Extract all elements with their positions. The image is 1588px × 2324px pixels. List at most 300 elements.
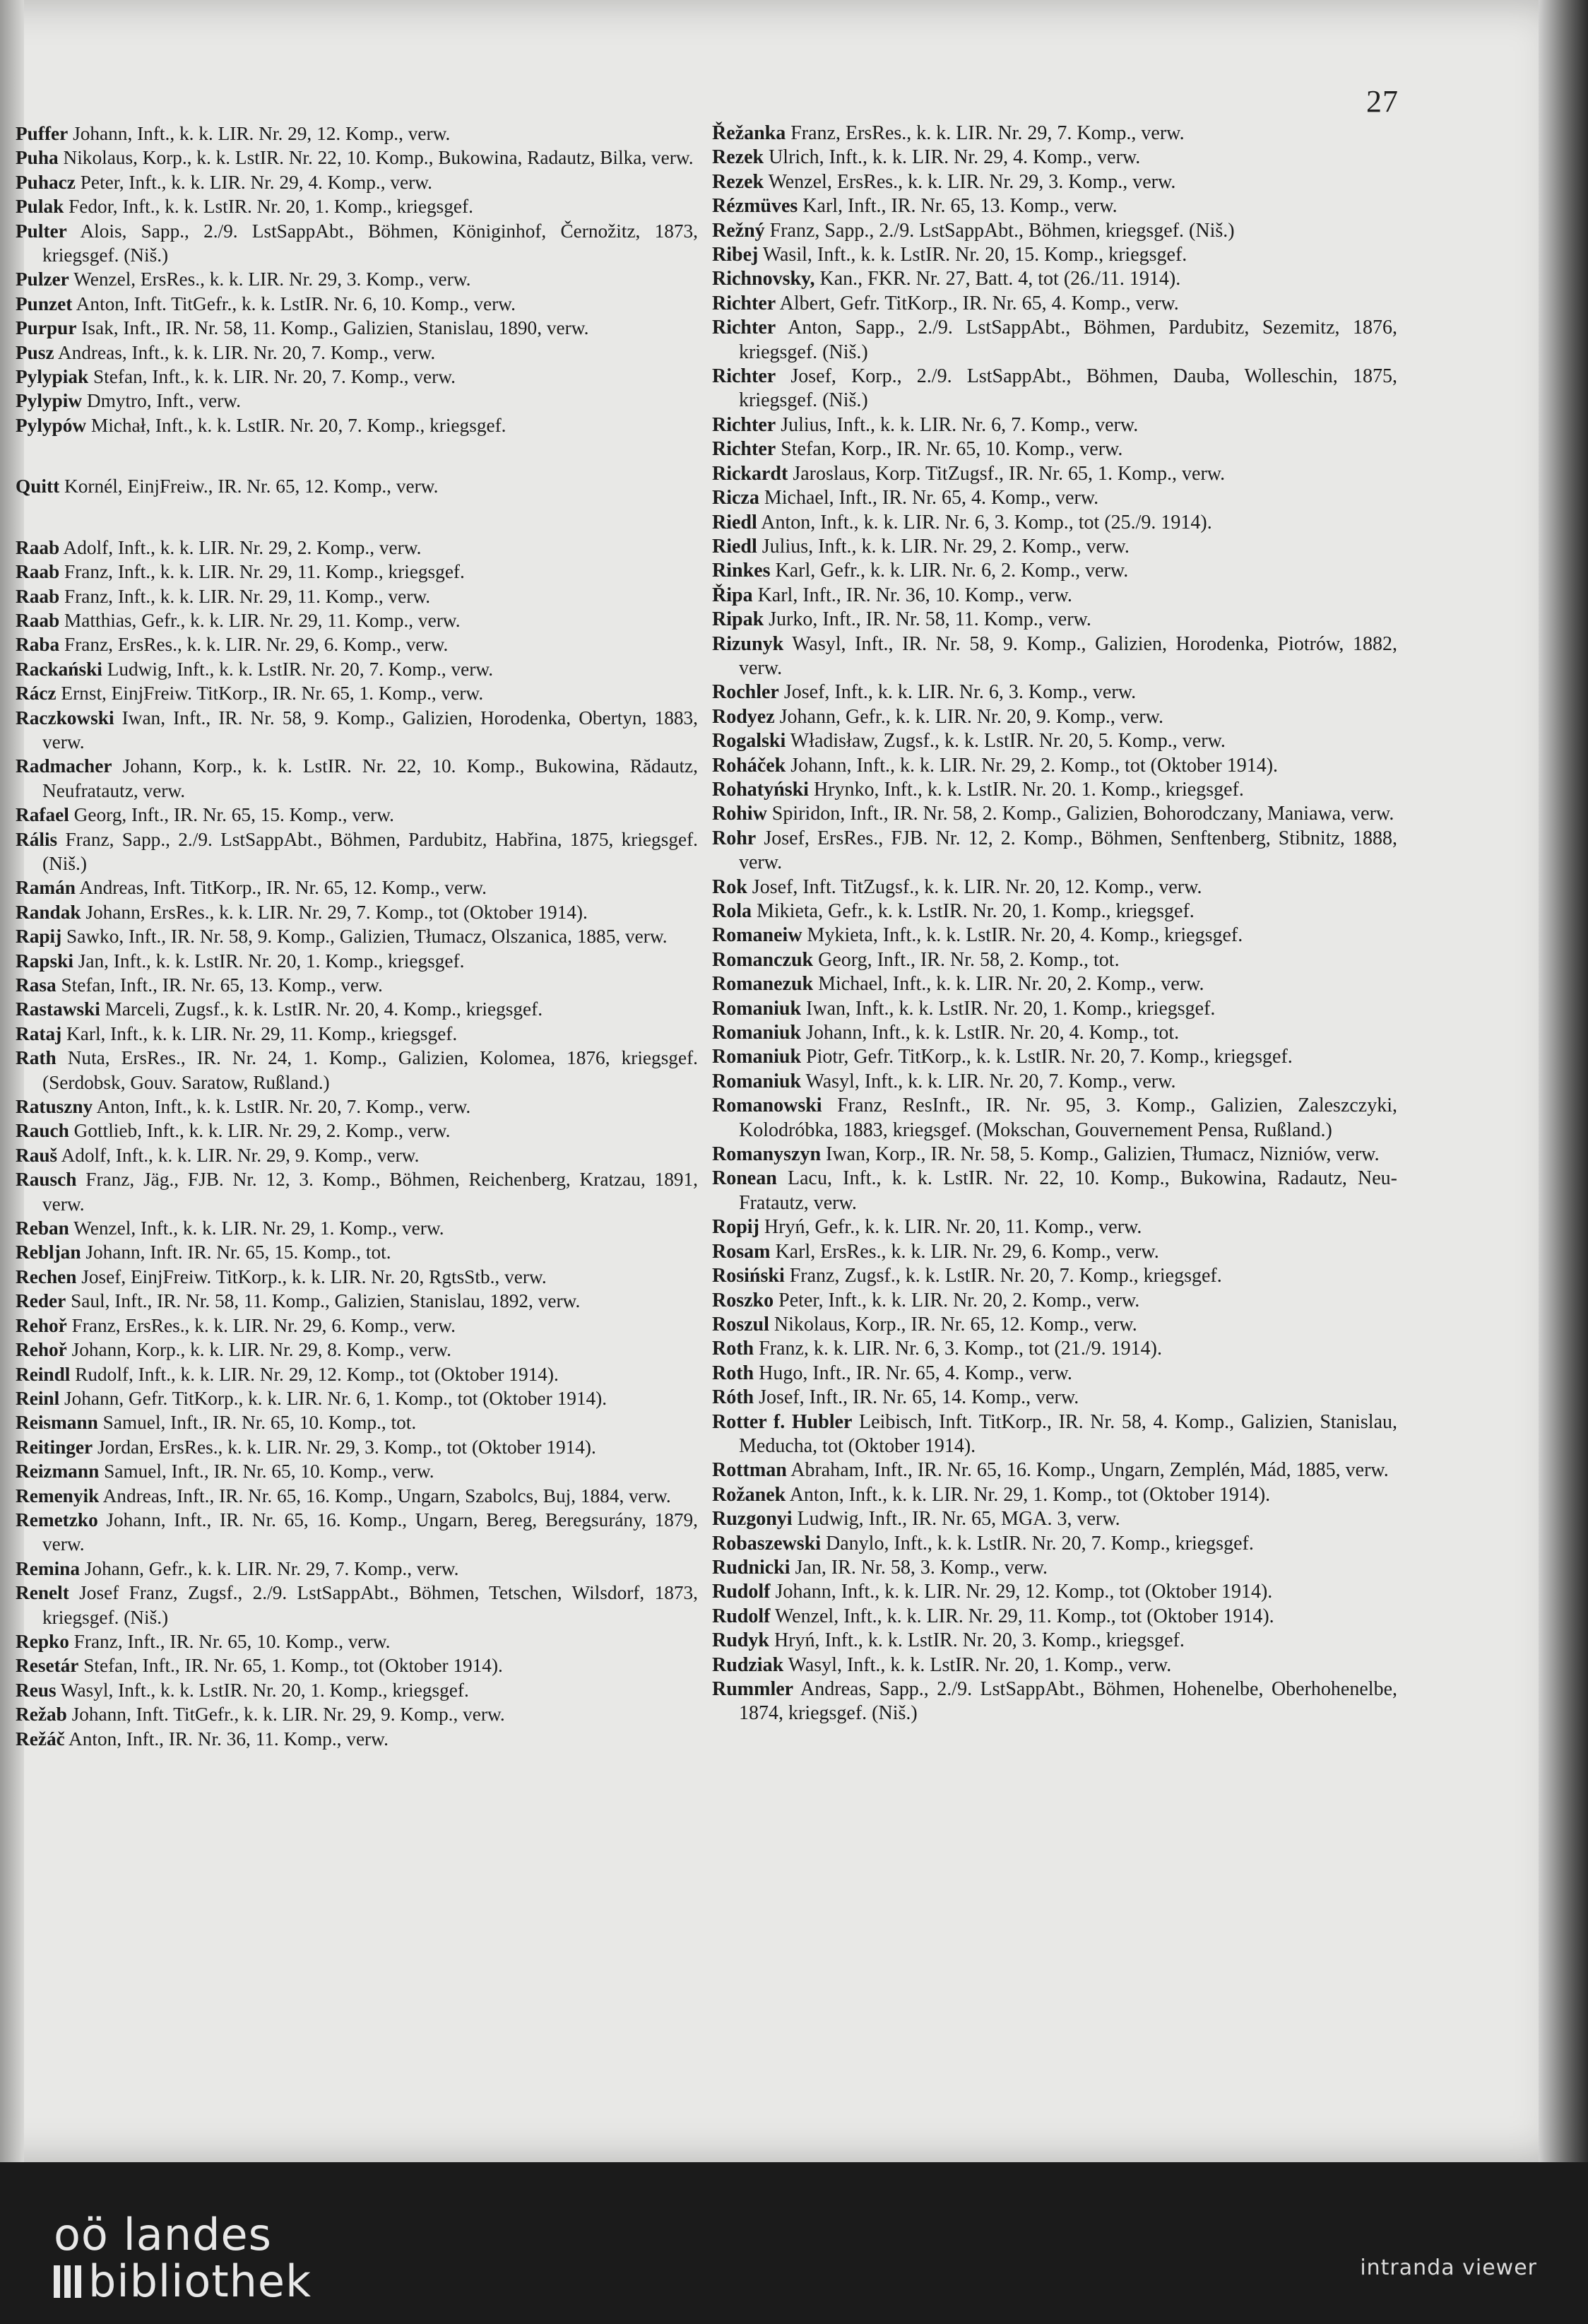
entry-surname: Rok bbox=[712, 875, 747, 898]
register-entry bbox=[16, 267, 698, 291]
entry-details: Josef, Inft. TitZugsf., k. k. LIR. Nr. 20, 12. Komp., verw. bbox=[747, 875, 1202, 898]
register-entry bbox=[16, 803, 698, 827]
entry-surname: Roháček bbox=[712, 754, 786, 777]
entry-surname: Rola bbox=[712, 900, 752, 922]
entry-details: Adolf, Inft., k. k. LIR. Nr. 29, 9. Komp., verw. bbox=[57, 1144, 420, 1166]
entry-details: Johann, Inft., k. k. LIR. Nr. 29, 12. Komp., verw. bbox=[68, 123, 451, 144]
entry-details: Johann, Korp., k. k. LIR. Nr. 29, 8. Komp., verw. bbox=[66, 1339, 451, 1361]
entry-details: Josef, Korp., 2./9. LstSappAbt., Böhmen, Dauba, Wolleschin, 1875, kriegsgef. (Niš.) bbox=[739, 365, 1397, 412]
entry-details: Andreas, Sapp., 2./9. LstSappAbt., Böhmen, Hohenelbe, Oberhohenelbe, 1874, kriegsgef. (Niš.) bbox=[739, 1678, 1397, 1725]
register-entry bbox=[712, 632, 1397, 681]
register-entry bbox=[16, 1022, 698, 1046]
register-entry bbox=[16, 1702, 698, 1726]
register-entry bbox=[16, 219, 698, 268]
entry-details: Michael, Inft., IR. Nr. 65, 4. Komp., verw. bbox=[759, 487, 1099, 509]
entry-details: Adolf, Inft., k. k. LIR. Nr. 29, 2. Komp., verw. bbox=[59, 536, 422, 558]
entry-surname: Richnovsky, bbox=[712, 268, 815, 290]
entry-details: Johann, Inft., k. k. LIR. Nr. 29, 12. Komp., tot (Oktober 1914). bbox=[770, 1581, 1273, 1603]
register-entry bbox=[16, 1410, 698, 1434]
entry-surname: Rudolf bbox=[712, 1605, 771, 1627]
entry-details: Albert, Gefr. TitKorp., IR. Nr. 65, 4. Komp., verw. bbox=[776, 292, 1179, 314]
entry-details: Wasil, Inft., k. k. LstIR. Nr. 20, 15. Komp., kriegsgef. bbox=[758, 244, 1187, 266]
entry-surname: Reitinger bbox=[16, 1436, 93, 1458]
register-entry bbox=[712, 1362, 1397, 1386]
entry-details: Johann, Gefr., k. k. LIR. Nr. 29, 7. Komp., verw. bbox=[79, 1557, 459, 1579]
entry-details: Johann, Inft., k. k. LIR. Nr. 29, 2. Komp., tot (Oktober 1914). bbox=[786, 754, 1279, 777]
entry-surname: Richter bbox=[712, 365, 776, 388]
entry-details: Franz, ErsRes., k. k. LIR. Nr. 29, 7. Komp., verw. bbox=[786, 122, 1185, 144]
register-entry bbox=[712, 1045, 1397, 1069]
entry-surname: Reindl bbox=[16, 1363, 71, 1385]
entry-surname: Róth bbox=[712, 1386, 754, 1409]
register-entry bbox=[712, 1021, 1397, 1045]
entry-details: Saul, Inft., IR. Nr. 58, 11. Komp., Galizien, Stanislau, 1892, verw. bbox=[66, 1290, 581, 1312]
register-entry bbox=[712, 1653, 1397, 1677]
entry-details: Jordan, ErsRes., k. k. LIR. Nr. 29, 3. Komp., tot (Oktober 1914). bbox=[93, 1436, 596, 1458]
entry-surname: Rudolf bbox=[712, 1581, 771, 1603]
register-entry bbox=[16, 827, 698, 876]
entry-surname: Rausch bbox=[16, 1169, 77, 1191]
entry-details: Johann, Inft., k. k. LstIR. Nr. 20, 4. Komp., tot. bbox=[801, 1022, 1180, 1044]
entry-details: Ernst, EinjFreiw. TitKorp., IR. Nr. 65, 1. Komp., verw. bbox=[56, 683, 484, 704]
entry-details: Alois, Sapp., 2./9. LstSappAbt., Böhmen, Königinhof, Černožitz, 1873, kriegsgef. (Niš.) bbox=[42, 220, 698, 266]
register-entry bbox=[16, 997, 698, 1021]
register-entry bbox=[712, 292, 1397, 316]
entry-surname: Rezek bbox=[712, 170, 764, 193]
register-entry bbox=[712, 1240, 1397, 1264]
register-entry bbox=[712, 1070, 1397, 1094]
entry-details: Jan, Inft., k. k. LstIR. Nr. 20, 1. Komp., kriegsgef. bbox=[73, 950, 465, 972]
page-number: 27 bbox=[1366, 84, 1399, 119]
register-entry bbox=[16, 949, 698, 973]
register-entry bbox=[712, 1580, 1397, 1604]
entry-details: Andreas, Inft., IR. Nr. 65, 16. Komp., Ungarn, Szabolcs, Buj, 1884, verw. bbox=[99, 1485, 671, 1506]
entry-surname: Rizunyk bbox=[712, 632, 784, 655]
entry-details: Wasyl, Inft., k. k. LIR. Nr. 20, 7. Komp., verw. bbox=[801, 1070, 1176, 1092]
register-entry bbox=[712, 122, 1397, 146]
register-entry bbox=[712, 413, 1397, 437]
entry-details: Mikieta, Gefr., k. k. LstIR. Nr. 20, 1. Komp., kriegsgef. bbox=[752, 900, 1195, 922]
register-entry bbox=[16, 365, 698, 389]
entry-details: Jurko, Inft., IR. Nr. 58, 11. Komp., verw. bbox=[764, 608, 1091, 631]
entry-details: Johann, Inft. IR. Nr. 65, 15. Komp., tot. bbox=[81, 1241, 391, 1263]
viewer-footer bbox=[0, 2162, 1588, 2324]
entry-surname: Reismann bbox=[16, 1412, 98, 1434]
register-entry bbox=[712, 899, 1397, 924]
entry-details: Johann, Korp., k. k. LstIR. Nr. 22, 10. Komp., Bukowina, Rădautz, Neufratautz, verw. bbox=[42, 755, 698, 801]
entry-details: Nikolaus, Korp., k. k. LstIR. Nr. 22, 10. Komp., Bukowina, Radautz, Bilka, verw. bbox=[58, 147, 694, 169]
entry-surname: Pusz bbox=[16, 341, 54, 363]
register-entry bbox=[712, 875, 1397, 899]
register-entry bbox=[16, 341, 698, 365]
register-entry bbox=[16, 1727, 698, 1751]
entry-surname: Renelt bbox=[16, 1582, 69, 1604]
register-entry bbox=[16, 1581, 698, 1629]
entry-surname: Ramán bbox=[16, 877, 76, 899]
entry-surname: Richter bbox=[712, 317, 776, 339]
entry-surname: Ratuszny bbox=[16, 1096, 93, 1118]
register-entry bbox=[712, 1264, 1397, 1288]
entry-surname: Roszko bbox=[712, 1289, 774, 1311]
register-entry bbox=[712, 267, 1397, 291]
entry-surname: Riedl bbox=[712, 535, 757, 558]
register-entry bbox=[712, 1337, 1397, 1361]
entry-details: Franz, Inft., k. k. LIR. Nr. 29, 11. Komp., kriegsgef. bbox=[59, 561, 465, 583]
entry-details: Iwan, Inft., k. k. LstIR. Nr. 20, 1. Komp., kriegsgef. bbox=[801, 997, 1216, 1020]
entry-details: Franz, Inft., IR. Nr. 65, 10. Komp., verw. bbox=[69, 1630, 391, 1652]
entry-surname: Rapski bbox=[16, 950, 73, 972]
register-entry bbox=[712, 486, 1397, 510]
entry-details: Stefan, Inft., IR. Nr. 65, 13. Komp., verw. bbox=[56, 974, 383, 996]
entry-details: Andreas, Inft., k. k. LIR. Nr. 20, 7. Komp., verw. bbox=[54, 341, 436, 363]
entry-surname: Rotter f. Hubler bbox=[712, 1410, 853, 1433]
entry-details: Marceli, Zugsf., k. k. LstIR. Nr. 20, 4. Komp., kriegsgef. bbox=[100, 998, 543, 1020]
entry-surname: Ripak bbox=[712, 608, 764, 631]
entry-surname: Rehoř bbox=[16, 1339, 67, 1361]
register-entry bbox=[16, 1459, 698, 1483]
entry-details: Karl, Gefr., k. k. LIR. Nr. 6, 2. Komp., verw. bbox=[770, 560, 1129, 582]
entry-surname: Puffer bbox=[16, 123, 69, 144]
entry-details: Franz, ErsRes., k. k. LIR. Nr. 29, 6. Komp., verw. bbox=[66, 1314, 456, 1336]
entry-surname: Reizmann bbox=[16, 1461, 100, 1482]
entry-details: Leibisch, Inft. TitKorp., IR. Nr. 58, 4. Komp., Galizien, Stanislau, Meducha, tot (Oktober 1914). bbox=[739, 1410, 1397, 1457]
entry-surname: Roth bbox=[712, 1362, 754, 1384]
entry-details: Julius, Inft., k. k. LIR. Nr. 29, 2. Komp., verw. bbox=[757, 535, 1130, 558]
entry-surname: Roszul bbox=[712, 1313, 769, 1335]
entry-surname: Ribej bbox=[712, 244, 759, 266]
register-entry bbox=[712, 1677, 1397, 1726]
entry-details: Rudolf, Inft., k. k. LIR. Nr. 29, 12. Komp., tot (Oktober 1914). bbox=[70, 1363, 559, 1385]
register-entry bbox=[16, 1095, 698, 1119]
register-entry bbox=[712, 146, 1397, 170]
entry-surname: Puha bbox=[16, 147, 59, 169]
entry-details: Stefan, Korp., IR. Nr. 65, 10. Komp., verw. bbox=[776, 438, 1123, 461]
entry-surname: Richter bbox=[712, 413, 776, 436]
entry-surname: Romanyszyn bbox=[712, 1143, 822, 1166]
entry-details: Johann, Inft. TitGefr., k. k. LIR. Nr. 29, 9. Komp., verw. bbox=[66, 1704, 505, 1726]
entry-surname: Reban bbox=[16, 1217, 69, 1239]
entry-details: Hrynko, Inft., k. k. LstIR. Nr. 20. 1. Komp., kriegsgef. bbox=[808, 778, 1244, 801]
entry-surname: Romaniuk bbox=[712, 997, 802, 1020]
register-entry bbox=[16, 681, 698, 705]
register-entry bbox=[16, 1216, 698, 1240]
entry-details: Lacu, Inft., k. k. LstIR. Nr. 22, 10. Komp., Bukowina, Radautz, Neu-Fratautz, verw. bbox=[739, 1167, 1397, 1214]
section-gap bbox=[16, 437, 698, 474]
entry-surname: Remina bbox=[16, 1557, 80, 1579]
register-entry bbox=[712, 802, 1397, 826]
left-column bbox=[16, 122, 698, 1751]
register-entry bbox=[16, 1289, 698, 1313]
entry-details: Wenzel, Inft., k. k. LIR. Nr. 29, 11. Komp., tot (Oktober 1914). bbox=[770, 1605, 1274, 1627]
entry-surname: Resetár bbox=[16, 1655, 79, 1677]
register-entry bbox=[16, 1508, 698, 1557]
entry-surname: Romanczuk bbox=[712, 948, 814, 971]
register-entry bbox=[16, 474, 698, 498]
entry-surname: Rauš bbox=[16, 1144, 58, 1166]
logo-text-line1: oö landes bbox=[54, 2209, 272, 2260]
entry-details: Mykieta, Inft., k. k. LstIR. Nr. 20, 4. Komp., kriegsgef. bbox=[802, 924, 1243, 947]
register-entry bbox=[712, 219, 1397, 243]
register-entry bbox=[712, 705, 1397, 729]
entry-surname: Romaniuk bbox=[712, 1046, 802, 1068]
entry-surname: Rogalski bbox=[712, 730, 786, 753]
entry-details: Sawko, Inft., IR. Nr. 58, 9. Komp., Galizien, Tłumacz, Olszanica, 1885, verw. bbox=[61, 926, 668, 948]
entry-surname: Rinkes bbox=[712, 560, 771, 582]
entry-surname: Punzet bbox=[16, 293, 73, 314]
register-entry bbox=[16, 973, 698, 997]
register-entry bbox=[712, 1483, 1397, 1507]
register-entry bbox=[712, 365, 1397, 413]
entry-surname: Raab bbox=[16, 536, 60, 558]
entry-details: Kornél, EinjFreiw., IR. Nr. 65, 12. Komp., verw. bbox=[59, 476, 439, 497]
entry-details: Anton, Inft., k. k. LstIR. Nr. 20, 7. Komp., verw. bbox=[93, 1096, 471, 1118]
register-entry bbox=[16, 146, 698, 170]
register-entry bbox=[16, 1653, 698, 1677]
entry-surname: Rafael bbox=[16, 804, 69, 826]
entry-surname: Raczkowski bbox=[16, 707, 114, 729]
entry-surname: Purpur bbox=[16, 317, 77, 339]
entry-details: Nikolaus, Korp., IR. Nr. 65, 12. Komp., verw. bbox=[769, 1313, 1137, 1335]
entry-details: Dmytro, Inft., verw. bbox=[82, 390, 241, 412]
register-entry bbox=[712, 1629, 1397, 1653]
entry-details: Anton, Inft. TitGefr., k. k. LstIR. Nr. 6, 10. Komp., verw. bbox=[72, 293, 516, 314]
entry-details: Wenzel, ErsRes., k. k. LIR. Nr. 29, 3. Komp., verw. bbox=[69, 269, 471, 290]
register-entry bbox=[712, 1507, 1397, 1531]
register-entry bbox=[712, 1386, 1397, 1410]
entry-details: Georg, Inft., IR. Nr. 65, 15. Komp., verw. bbox=[69, 804, 395, 826]
entry-surname: Režab bbox=[16, 1704, 67, 1726]
register-entry bbox=[16, 292, 698, 316]
register-entry bbox=[712, 1094, 1397, 1143]
entry-details: Johann, Inft., IR. Nr. 65, 16. Komp., Ungarn, Bereg, Beregsurány, 1879, verw. bbox=[42, 1509, 698, 1555]
entry-surname: Režáč bbox=[16, 1728, 65, 1750]
entry-details: Franz, Sapp., 2./9. LstSappAbt., Böhmen, Pardubitz, Habřina, 1875, kriegsgef. (Niš.) bbox=[42, 828, 698, 874]
entry-details: Johann, Gefr. TitKorp., k. k. LIR. Nr. 6, 1. Komp., tot (Oktober 1914). bbox=[59, 1387, 608, 1409]
register-entry bbox=[712, 535, 1397, 559]
entry-details: Josef, Inft., IR. Nr. 65, 14. Komp., verw. bbox=[754, 1386, 1079, 1409]
register-entry bbox=[712, 170, 1397, 194]
register-entry bbox=[712, 243, 1397, 267]
register-entry bbox=[16, 1386, 698, 1410]
entry-surname: Rickardt bbox=[712, 462, 788, 485]
register-entry bbox=[16, 706, 698, 755]
entry-details: Anton, Inft., IR. Nr. 36, 11. Komp., verw. bbox=[64, 1728, 389, 1750]
entry-surname: Rodyez bbox=[712, 705, 775, 728]
right-column bbox=[712, 122, 1397, 1726]
register-entry bbox=[712, 1167, 1397, 1215]
entry-details: Ulrich, Inft., k. k. LIR. Nr. 29, 4. Komp., verw. bbox=[764, 146, 1141, 169]
entry-details: Franz, ResInft., IR. Nr. 95, 3. Komp., Galizien, Zaleszczyki, Kolodróbka, 1883, kriegsgef. (Mokschan, Gouvernement Pensa, Rußland.) bbox=[739, 1095, 1397, 1141]
entry-details: Kan., FKR. Nr. 27, Batt. 4, tot (26./11. 1914). bbox=[814, 268, 1181, 290]
register-entry bbox=[712, 584, 1397, 608]
entry-details: Josef, EinjFreiw. TitKorp., k. k. LIR. Nr. 20, RgtsStb., verw. bbox=[76, 1266, 547, 1287]
entry-details: Franz, Inft., k. k. LIR. Nr. 29, 11. Komp., verw. bbox=[59, 585, 431, 607]
entry-surname: Radmacher bbox=[16, 755, 112, 777]
register-entry bbox=[712, 1410, 1397, 1459]
entry-details: Johann, ErsRes., k. k. LIR. Nr. 29, 7. Komp., tot (Oktober 1914). bbox=[81, 901, 588, 923]
register-entry bbox=[16, 1557, 698, 1581]
entry-surname: Rohr bbox=[712, 827, 757, 849]
entry-details: Julius, Inft., k. k. LIR. Nr. 6, 7. Komp., verw. bbox=[776, 413, 1139, 436]
entry-surname: Rudyk bbox=[712, 1629, 769, 1652]
entry-surname: Ropij bbox=[712, 1216, 759, 1239]
entry-surname: Riedl bbox=[712, 511, 757, 533]
entry-surname: Reder bbox=[16, 1290, 66, 1312]
entry-surname: Pylypów bbox=[16, 414, 87, 436]
entry-details: Anton, Inft., k. k. LIR. Nr. 29, 1. Komp., tot (Oktober 1914). bbox=[786, 1483, 1271, 1506]
register-entry bbox=[712, 948, 1397, 972]
entry-details: Samuel, Inft., IR. Nr. 65, 10. Komp., tot. bbox=[97, 1412, 417, 1434]
entry-surname: Reinl bbox=[16, 1387, 60, 1409]
entry-surname: Pylypiak bbox=[16, 366, 89, 388]
entry-surname: Rézmüves bbox=[712, 195, 798, 218]
entry-surname: Rudziak bbox=[712, 1653, 784, 1676]
entry-surname: Pylypiw bbox=[16, 390, 83, 412]
register-entry bbox=[712, 1458, 1397, 1482]
register-entry bbox=[16, 875, 698, 899]
entry-surname: Raab bbox=[16, 561, 60, 583]
entry-details: Stefan, Inft., k. k. LIR. Nr. 20, 7. Komp., verw. bbox=[88, 366, 456, 388]
register-entry bbox=[16, 1119, 698, 1143]
entry-surname: Rehoř bbox=[16, 1314, 67, 1336]
viewer-label[interactable]: intranda viewer bbox=[1360, 2255, 1537, 2280]
register-entry bbox=[712, 1289, 1397, 1313]
entry-surname: Rechen bbox=[16, 1266, 77, 1287]
entry-details: Wasyl, Inft., k. k. LstIR. Nr. 20, 1. Komp., verw. bbox=[783, 1653, 1172, 1676]
entry-surname: Raab bbox=[16, 585, 60, 607]
register-entry bbox=[16, 194, 698, 218]
entry-surname: Rális bbox=[16, 828, 58, 850]
entry-surname: Rudnicki bbox=[712, 1556, 790, 1579]
register-entry bbox=[712, 827, 1397, 875]
entry-surname: Rummler bbox=[712, 1678, 794, 1700]
entry-details: Władisław, Zugsf., k. k. LstIR. Nr. 20, 5. Komp., verw. bbox=[786, 730, 1226, 753]
register-entry bbox=[16, 1046, 698, 1095]
entry-surname: Ricza bbox=[712, 487, 759, 509]
entry-details: Hugo, Inft., IR. Nr. 65, 4. Komp., verw. bbox=[754, 1362, 1072, 1384]
entry-surname: Pulzer bbox=[16, 269, 69, 290]
entry-details: Wenzel, Inft., k. k. LIR. Nr. 29, 1. Komp., verw. bbox=[69, 1217, 444, 1239]
register-entry bbox=[16, 1629, 698, 1653]
register-entry bbox=[16, 1362, 698, 1386]
register-entry bbox=[16, 924, 698, 948]
register-entry bbox=[16, 1678, 698, 1702]
register-entry bbox=[712, 608, 1397, 632]
logo-text-line2: bibliothek bbox=[88, 2255, 312, 2307]
register-entry bbox=[712, 559, 1397, 583]
entry-details: Stefan, Inft., IR. Nr. 65, 1. Komp., tot (Oktober 1914). bbox=[78, 1655, 503, 1677]
entry-surname: Rosiński bbox=[712, 1265, 785, 1287]
entry-surname: Raba bbox=[16, 634, 60, 656]
register-entry bbox=[712, 1215, 1397, 1239]
entry-surname: Rohatyński bbox=[712, 778, 809, 801]
entry-surname: Rohiw bbox=[712, 803, 767, 825]
entry-surname: Ronean bbox=[712, 1167, 777, 1190]
entry-surname: Pulak bbox=[16, 196, 64, 218]
entry-details: Josef, Inft., k. k. LIR. Nr. 6, 3. Komp., verw. bbox=[778, 681, 1137, 704]
entry-details: Fedor, Inft., k. k. LstIR. Nr. 20, 1. Komp., kriegsgef. bbox=[64, 196, 473, 218]
entry-details: Franz, Jäg., FJB. Nr. 12, 3. Komp., Böhmen, Reichenberg, Kratzau, 1891, verw. bbox=[42, 1169, 698, 1215]
entry-surname: Rottman bbox=[712, 1459, 787, 1482]
entry-surname: Rezek bbox=[712, 146, 764, 169]
entry-surname: Ruzgonyi bbox=[712, 1508, 793, 1530]
entry-surname: Romaneiw bbox=[712, 924, 802, 947]
register-entry bbox=[16, 657, 698, 681]
entry-surname: Romanowski bbox=[712, 1095, 822, 1117]
entry-details: Wenzel, ErsRes., k. k. LIR. Nr. 29, 3. Komp., verw. bbox=[764, 170, 1176, 193]
entry-details: Piotr, Gefr. TitKorp., k. k. LstIR. Nr. 20, 7. Komp., kriegsgef. bbox=[801, 1046, 1293, 1068]
register-entry bbox=[16, 122, 698, 146]
entry-surname: Randak bbox=[16, 901, 81, 923]
entry-surname: Rácz bbox=[16, 683, 57, 704]
register-entry bbox=[16, 1484, 698, 1508]
register-entry bbox=[16, 560, 698, 584]
entry-surname: Rath bbox=[16, 1047, 57, 1069]
entry-details: Samuel, Inft., IR. Nr. 65, 10. Komp., verw. bbox=[99, 1461, 434, 1482]
entry-details: Peter, Inft., k. k. LIR. Nr. 29, 4. Komp., verw. bbox=[75, 171, 433, 193]
entry-details: Wasyl, Inft., IR. Nr. 58, 9. Komp., Galizien, Horodenka, Piotrów, 1882, verw. bbox=[739, 632, 1397, 679]
entry-details: Matthias, Gefr., k. k. LIR. Nr. 29, 11. Komp., verw. bbox=[59, 609, 461, 631]
entry-surname: Řipa bbox=[712, 584, 753, 606]
entry-surname: Repko bbox=[16, 1630, 69, 1652]
register-entry bbox=[16, 632, 698, 656]
entry-surname: Puhacz bbox=[16, 171, 76, 193]
register-entry bbox=[16, 316, 698, 340]
register-entry bbox=[16, 536, 698, 560]
entry-details: Iwan, Korp., IR. Nr. 58, 5. Komp., Galizien, Tłumacz, Nizniów, verw. bbox=[821, 1143, 1380, 1166]
library-logo[interactable] bbox=[54, 2209, 312, 2307]
entry-details: Ludwig, Inft., k. k. LstIR. Nr. 20, 7. Komp., verw. bbox=[102, 658, 494, 680]
register-entry bbox=[712, 997, 1397, 1021]
register-entry bbox=[16, 413, 698, 437]
entry-surname: Rebljan bbox=[16, 1241, 81, 1263]
entry-surname: Richter bbox=[712, 292, 776, 314]
entry-details: Josef, ErsRes., FJB. Nr. 12, 2. Komp., Böhmen, Senftenberg, Stibnitz, 1888, verw. bbox=[739, 827, 1397, 874]
entry-details: Abraham, Inft., IR. Nr. 65, 16. Komp., Ungarn, Zemplén, Mád, 1885, verw. bbox=[786, 1459, 1389, 1482]
entry-surname: Rosam bbox=[712, 1240, 771, 1263]
register-entry bbox=[712, 1605, 1397, 1629]
register-entry bbox=[16, 1143, 698, 1167]
register-entry bbox=[712, 972, 1397, 996]
entry-details: Georg, Inft., IR. Nr. 58, 2. Komp., tot. bbox=[813, 948, 1120, 971]
entry-details: Ludwig, Inft., IR. Nr. 65, MGA. 3, verw. bbox=[792, 1508, 1120, 1530]
entry-surname: Rasa bbox=[16, 974, 57, 996]
register-entry bbox=[16, 1435, 698, 1459]
register-entry bbox=[712, 462, 1397, 486]
entry-surname: Romaniuk bbox=[712, 1022, 802, 1044]
entry-details: Hryń, Gefr., k. k. LIR. Nr. 20, 11. Komp., verw. bbox=[759, 1216, 1142, 1239]
entry-details: Anton, Sapp., 2./9. LstSappAbt., Böhmen, Pardubitz, Sezemitz, 1876, kriegsgef. (Niš.) bbox=[739, 317, 1397, 363]
entry-surname: Rožanek bbox=[712, 1483, 786, 1506]
register-entry bbox=[16, 1167, 698, 1216]
register-entry bbox=[16, 608, 698, 632]
entry-surname: Romanezuk bbox=[712, 973, 814, 996]
entry-details: Johann, Gefr., k. k. LIR. Nr. 20, 9. Komp., verw. bbox=[774, 705, 1163, 728]
register-entry bbox=[16, 1265, 698, 1289]
register-entry bbox=[16, 584, 698, 608]
entry-details: Michael, Inft., k. k. LIR. Nr. 20, 2. Komp., verw. bbox=[813, 973, 1204, 996]
entry-surname: Roth bbox=[712, 1338, 754, 1360]
entry-details: Andreas, Inft. TitKorp., IR. Nr. 65, 12. Komp., verw. bbox=[75, 877, 487, 899]
entry-surname: Raab bbox=[16, 609, 60, 631]
entry-surname: Richter bbox=[712, 438, 776, 461]
entry-details: Karl, Inft., IR. Nr. 65, 13. Komp., verw. bbox=[798, 195, 1118, 218]
entry-details: Franz, Zugsf., k. k. LstIR. Nr. 20, 7. Komp., kriegsgef. bbox=[784, 1265, 1222, 1287]
entry-details: Jaroslaus, Korp. TitZugsf., IR. Nr. 65, 1. Komp., verw. bbox=[788, 462, 1226, 485]
entry-details: Danylo, Inft., k. k. LstIR. Nr. 20, 7. Komp., kriegsgef. bbox=[821, 1532, 1254, 1555]
entry-details: Wasyl, Inft., k. k. LstIR. Nr. 20, 1. Komp., kriegsgef. bbox=[56, 1679, 469, 1701]
entry-surname: Reus bbox=[16, 1679, 57, 1701]
